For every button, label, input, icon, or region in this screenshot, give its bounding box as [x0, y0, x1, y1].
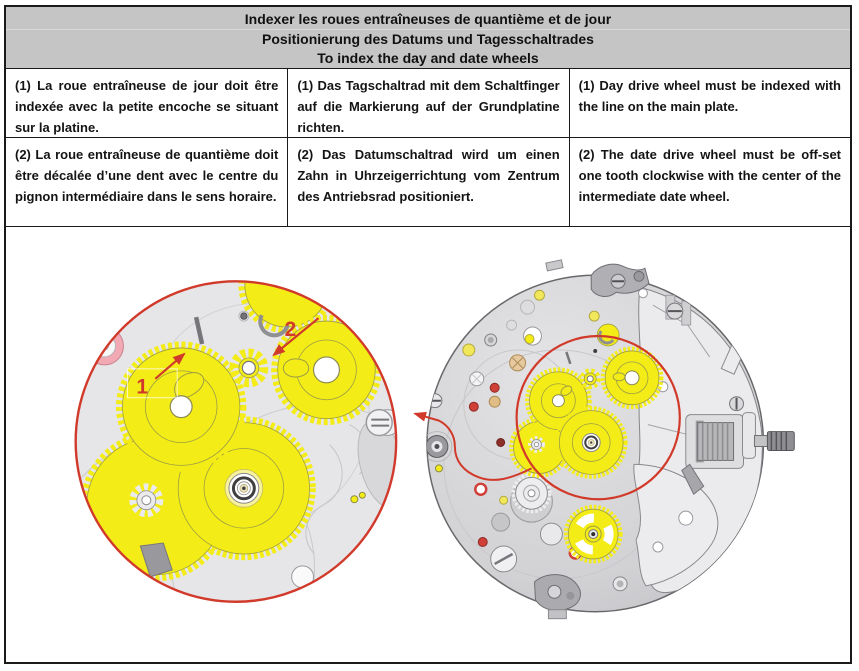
bottom-clamp — [534, 575, 580, 619]
instruction-row-2 — [6, 137, 850, 226]
instruction-row-1 — [6, 68, 850, 137]
figure-row — [6, 226, 850, 662]
instruction-2-fr: (2) La roue entraîneuse de quantième doit être décalée d’une dent avec le centre du pignon intermédiaire dans le sens horaire. — [15, 147, 279, 204]
slotted-screw-detail — [366, 410, 392, 436]
movement-overview — [415, 260, 794, 619]
callout-2-label: 2 — [284, 318, 297, 342]
intermediate-date-wheel-small — [557, 409, 625, 477]
instruction-2-en: (2) The date drive wheel must be off-set one tooth clockwise with the center of the intermediate date wheel. — [569, 138, 850, 226]
header-title-en: To index the day and date wheels — [317, 50, 539, 66]
figure-illustration — [6, 227, 850, 662]
document-table — [4, 5, 852, 664]
bottom-left-screw — [491, 546, 517, 572]
instruction-1-en: (1) Day drive wheel must be indexed with the line on the main plate. — [569, 69, 850, 137]
instruction-1-de: (1) Das Tagschaltrad mit dem Schaltfinger auf die Markierung auf der Grundplatine richten. — [287, 69, 568, 137]
header-title-fr: Indexer les roues entraîneuses de quantième et de jour — [6, 7, 850, 30]
instruction-1-fr: (1) La roue entraîneuse de jour doit être indexée avec la petite encoche se situant sur la platine. — [15, 78, 279, 135]
header-title-de: Positionierung des Datums und Tagesschaltrades — [262, 31, 594, 47]
white-pinion-small — [530, 438, 543, 451]
table-header — [6, 7, 850, 68]
detail-view-circle — [46, 240, 469, 662]
instruction-2-de: (2) Das Datumschaltrad wird um einen Zahn in Uhrzeigerrichtung vom Zentrum des Antriebsrad positioniert. — [287, 138, 568, 226]
callout-1-label: 1 — [136, 375, 149, 399]
intermediate-pinion-detail — [234, 353, 264, 383]
